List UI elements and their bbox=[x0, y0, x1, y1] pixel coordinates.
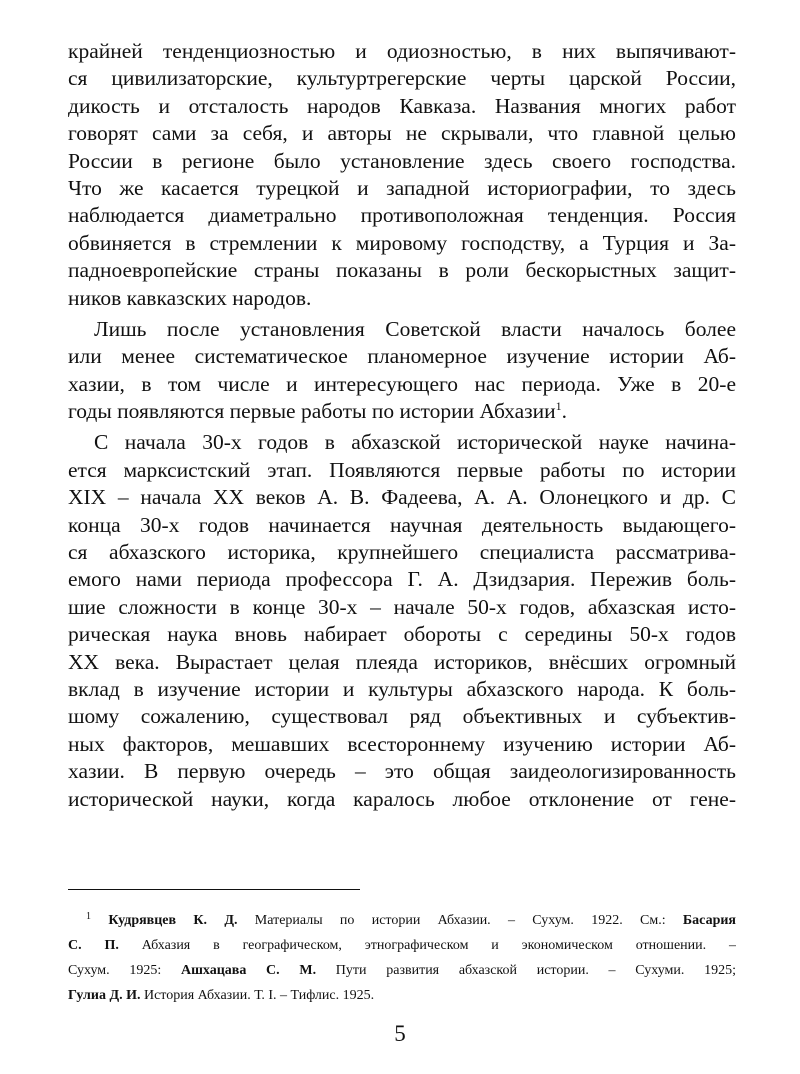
footnote-text: Сухум. 1925: bbox=[68, 963, 181, 978]
text-line: говорят сами за себя, и авторы не скрывали, что главной целью bbox=[68, 121, 736, 146]
footnote-reference: 1 bbox=[555, 399, 562, 414]
text-line: России в регионе было установление здесь своего господства. bbox=[68, 148, 736, 173]
text-line: обвиняется в стремлении к мировому господству, а Турция и За- bbox=[68, 230, 736, 255]
text-line: емого нами периода профессора Г. А. Дзидзария. Пережив боль- bbox=[68, 567, 736, 592]
footnote-number: 1 bbox=[86, 911, 91, 922]
text-line: шие сложности в конце 30-х – начале 50-х годов, абхазская исто- bbox=[68, 594, 736, 619]
footnote-text: Материалы по истории Абхазии. – Сухум. 1922. См.: bbox=[237, 913, 683, 928]
text-line: Лишь после установления Советской власти началось более bbox=[94, 316, 736, 341]
text-line: ников кавказских народов. bbox=[68, 285, 312, 310]
text-line: XX века. Вырастает целая плеяда историков, внёсших огромный bbox=[68, 649, 736, 674]
body-text bbox=[68, 38, 736, 813]
page-number: 5 bbox=[394, 1021, 406, 1046]
text-line: ных факторов, мешавших всестороннему изучению истории Аб- bbox=[68, 731, 736, 756]
footnote-author: С. П. bbox=[68, 938, 119, 953]
text-line: ется марксистский этап. Появляются первые работы по истории bbox=[68, 457, 736, 482]
text-line: конца 30-х годов начинается научная деятельность выдающего- bbox=[68, 512, 736, 537]
footnote-author: Гулиа Д. И. bbox=[68, 988, 141, 1003]
footnote-line bbox=[68, 908, 736, 933]
text-line: падноевропейские страны показаны в роли бескорыстных защит- bbox=[68, 258, 736, 283]
text-line: ся абхазского историка, крупнейшего специалиста рассматрива- bbox=[68, 540, 736, 565]
footnote bbox=[68, 908, 736, 1008]
footnote-separator bbox=[68, 889, 360, 890]
text-line: рическая наука вновь набирает обороты с середины 50-х годов bbox=[68, 622, 736, 647]
text-line-content: годы появляются первые работы по истории Абхазии bbox=[68, 399, 556, 424]
text-line: ся цивилизаторские, культуртрегерские черты царской России, bbox=[68, 66, 736, 91]
text-line bbox=[68, 398, 736, 425]
text-line: крайней тенденциозностью и одиозностью, в них выпячивают- bbox=[68, 39, 736, 63]
footnote-text: Пути развития абхазской истории. – Сухуми. 1925; bbox=[316, 963, 736, 978]
text-line: XIX – начала XX веков А. В. Фадеева, А. А. Олонецкого и др. С bbox=[68, 485, 736, 510]
text-line: шому сожалению, существовал ряд объективных и субъектив- bbox=[68, 704, 736, 729]
text-line: или менее систематическое планомерное изучение истории Аб- bbox=[68, 344, 736, 369]
footnote-text: История Абхазии. Т. I. – Тифлис. 1925. bbox=[140, 988, 375, 1003]
text-line: наблюдается диаметрально противоположная тенденция. Россия bbox=[68, 203, 736, 228]
footnote-author: Басария bbox=[682, 913, 736, 928]
text-line: вклад в изучение истории и культуры абхазского народа. К боль- bbox=[68, 676, 736, 701]
text-line: исторической науки, когда каралось любое отклонение от гене- bbox=[68, 786, 736, 811]
text-line: хазии. В первую очередь – это общая заидеологизированность bbox=[68, 759, 736, 784]
footnote-author: Ашхацава С. М. bbox=[180, 963, 317, 978]
text-line: хазии, в том числе и интересующего нас периода. Уже в 20-е bbox=[68, 371, 736, 396]
text-line: Что же касается турецкой и западной историографии, то здесь bbox=[68, 175, 736, 200]
text-line: С начала 30-х годов в абхазской исторической науке начина- bbox=[94, 430, 736, 455]
footnote-author: Кудрявцев К. Д. bbox=[108, 913, 238, 928]
text-line: дикость и отсталость народов Кавказа. Названия многих работ bbox=[68, 93, 736, 118]
footnote-line bbox=[68, 958, 736, 983]
line-end-punctuation: . bbox=[561, 399, 567, 424]
footnote-line bbox=[68, 933, 736, 958]
footnote-text: Абхазия в географическом, этнографическом и экономическом отношении. – bbox=[118, 938, 736, 953]
footnote-line bbox=[68, 983, 736, 1008]
